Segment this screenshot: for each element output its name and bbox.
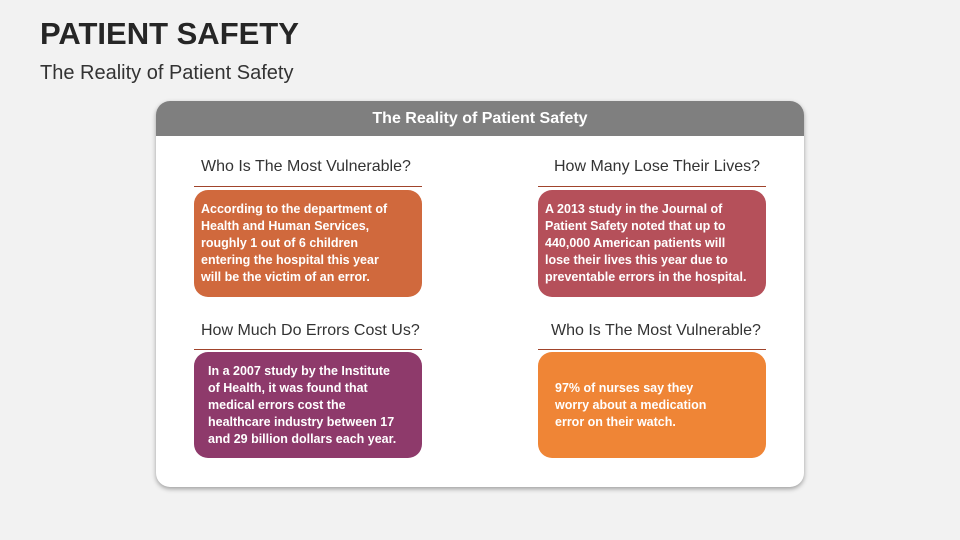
card-text: In a 2007 study by the Institute of Health, it was found that medical errors cost the healthcare industry between 17 and 29 billion dollars each year.: [208, 363, 397, 446]
card-text: A 2013 study in the Journal of Patient Safety noted that up to 440,000 American patients will lose their lives this year due to preventable errors in the hospital.: [545, 202, 747, 284]
slide-title: PATIENT SAFETY: [40, 16, 299, 51]
info-card-error-cost: [194, 352, 422, 458]
section-heading-vulnerable-nurses: Who Is The Most Vulnerable?: [551, 322, 761, 339]
info-card-nurses: [538, 352, 766, 458]
slide-subtitle: The Reality of Patient Safety: [40, 62, 294, 84]
section-heading-lives-lost: How Many Lose Their Lives?: [554, 158, 761, 175]
card-text: According to the department of Health and Human Services, roughly 1 out of 6 children entering the hospital this year will be the victim of an error.: [201, 202, 388, 284]
section-heading-vulnerable: Who Is The Most Vulnerable?: [201, 158, 411, 175]
section-divider: [194, 349, 422, 350]
info-card-children-errors: [194, 190, 422, 297]
section-divider: [538, 186, 766, 187]
section-heading-error-cost: How Much Do Errors Cost Us?: [201, 322, 420, 339]
section-divider: [538, 349, 766, 350]
panel-header: The Reality of Patient Safety: [156, 101, 804, 136]
section-divider: [194, 186, 422, 187]
reality-panel: [156, 101, 804, 487]
card-text: 97% of nurses say they worry about a medication error on their watch.: [555, 380, 707, 429]
info-card-patient-deaths: [538, 190, 766, 297]
